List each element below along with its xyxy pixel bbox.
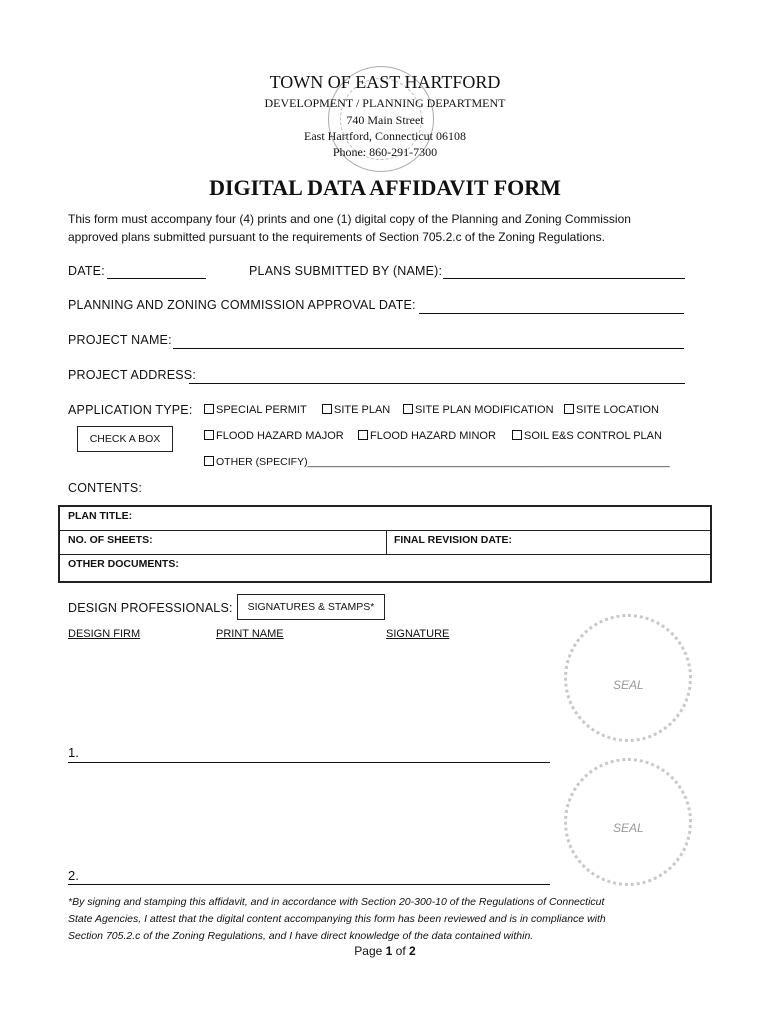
checkbox-icon[interactable] xyxy=(512,430,522,440)
plans-submitted-field[interactable] xyxy=(443,278,685,279)
page-current: 1 xyxy=(385,944,393,958)
checkbox-site-location[interactable] xyxy=(564,404,659,416)
intro-line-1: This form must accompany four (4) prints and one (1) digital copy of the Planning and Zoning Commission xyxy=(68,212,631,226)
seal-1-label: SEAL xyxy=(613,678,644,692)
checkbox-icon[interactable] xyxy=(204,404,214,414)
intro-line-2: approved plans submitted pursuant to the requirements of Section 705.2.c of the Zoning Regulations. xyxy=(68,230,605,244)
street-address: 740 Main Street xyxy=(346,113,424,127)
entry-2-number: 2. xyxy=(68,868,79,883)
date-label: DATE: xyxy=(68,264,105,278)
checkbox-icon[interactable] xyxy=(204,430,214,440)
other-specify-label: OTHER (SPECIFY)______________________________________________________________ xyxy=(216,456,670,468)
final-revision-date-label: FINAL REVISION DATE: xyxy=(394,534,513,546)
entry-1-number: 1. xyxy=(68,745,79,760)
checkbox-other[interactable] xyxy=(204,456,670,468)
department-name: DEVELOPMENT / PLANNING DEPARTMENT xyxy=(264,96,506,110)
approval-date-field[interactable] xyxy=(419,313,684,314)
phone-number: Phone: 860-291-7300 xyxy=(332,145,438,159)
project-address-label: PROJECT ADDRESS: xyxy=(68,368,196,382)
other-documents-label: OTHER DOCUMENTS: xyxy=(68,558,179,570)
page-of: of xyxy=(395,944,406,958)
table-column-divider xyxy=(386,530,387,554)
footnote-line-2: State Agencies, I attest that the digital content accompanying this form has been reviewed and is in compliance with xyxy=(68,913,606,925)
form-title: DIGITAL DATA AFFIDAVIT FORM xyxy=(209,175,561,200)
design-professionals-label: DESIGN PROFESSIONALS: xyxy=(68,601,233,615)
footnote-line-3: Section 705.2.c of the Zoning Regulations, and I have direct knowledge of the data contained within. xyxy=(68,930,534,942)
plan-title-label: PLAN TITLE: xyxy=(68,510,133,522)
no-of-sheets-label: NO. OF SHEETS: xyxy=(68,534,153,546)
checkbox-flood-hazard-major[interactable] xyxy=(204,430,344,442)
page-total: 2 xyxy=(409,944,416,958)
special-permit-label: SPECIAL PERMIT xyxy=(216,404,307,416)
table-divider xyxy=(60,554,710,555)
checkbox-icon[interactable] xyxy=(204,456,214,466)
checkbox-soil-control-plan[interactable] xyxy=(512,430,662,442)
page-prefix: Page xyxy=(354,944,383,958)
application-type-label: APPLICATION TYPE: xyxy=(68,403,193,417)
site-plan-label: SITE PLAN xyxy=(334,404,391,416)
project-name-field[interactable] xyxy=(173,348,684,349)
project-address-field[interactable] xyxy=(189,383,685,384)
plans-submitted-label: PLANS SUBMITTED BY (NAME): xyxy=(249,264,443,278)
check-a-box-note: CHECK A BOX xyxy=(77,426,173,452)
date-field[interactable] xyxy=(107,278,206,279)
checkbox-icon[interactable] xyxy=(358,430,368,440)
soil-control-plan-label: SOIL E&S CONTROL PLAN xyxy=(524,430,662,442)
footnote-line-1: *By signing and stamping this affidavit, and in accordance with Section 20-300-10 of the Regulations of Connecticut xyxy=(68,896,605,908)
flood-hazard-major-label: FLOOD HAZARD MAJOR xyxy=(216,430,344,442)
checkbox-icon[interactable] xyxy=(564,404,574,414)
approval-date-label: PLANNING AND ZONING COMMISSION APPROVAL DATE: xyxy=(68,298,416,312)
checkbox-site-plan[interactable] xyxy=(322,404,390,416)
city-address: East Hartford, Connecticut 06108 xyxy=(304,129,466,143)
table-divider xyxy=(60,530,710,531)
signatures-stamps-note: SIGNATURES & STAMPS* xyxy=(237,594,385,620)
entry-2-signature-line[interactable] xyxy=(68,884,550,885)
checkbox-site-plan-modification[interactable] xyxy=(403,404,554,416)
design-firm-column-header: DESIGN FIRM xyxy=(68,628,141,640)
site-location-label: SITE LOCATION xyxy=(576,404,659,416)
contents-label: CONTENTS: xyxy=(68,481,143,495)
signature-column-header: SIGNATURE xyxy=(386,628,450,640)
checkbox-special-permit[interactable] xyxy=(204,404,307,416)
print-name-column-header: PRINT NAME xyxy=(216,628,284,640)
checkbox-icon[interactable] xyxy=(403,404,413,414)
footnote xyxy=(68,894,606,945)
checkbox-flood-hazard-minor[interactable] xyxy=(358,430,496,442)
contents-table xyxy=(58,505,712,583)
entry-1-signature-line[interactable] xyxy=(68,762,550,763)
town-name: TOWN OF EAST HARTFORD xyxy=(269,72,501,92)
seal-2-label: SEAL xyxy=(613,821,644,835)
checkbox-icon[interactable] xyxy=(322,404,332,414)
site-plan-modification-label: SITE PLAN MODIFICATION xyxy=(415,404,554,416)
flood-hazard-minor-label: FLOOD HAZARD MINOR xyxy=(370,430,496,442)
page-number xyxy=(0,944,770,958)
project-name-label: PROJECT NAME: xyxy=(68,333,172,347)
